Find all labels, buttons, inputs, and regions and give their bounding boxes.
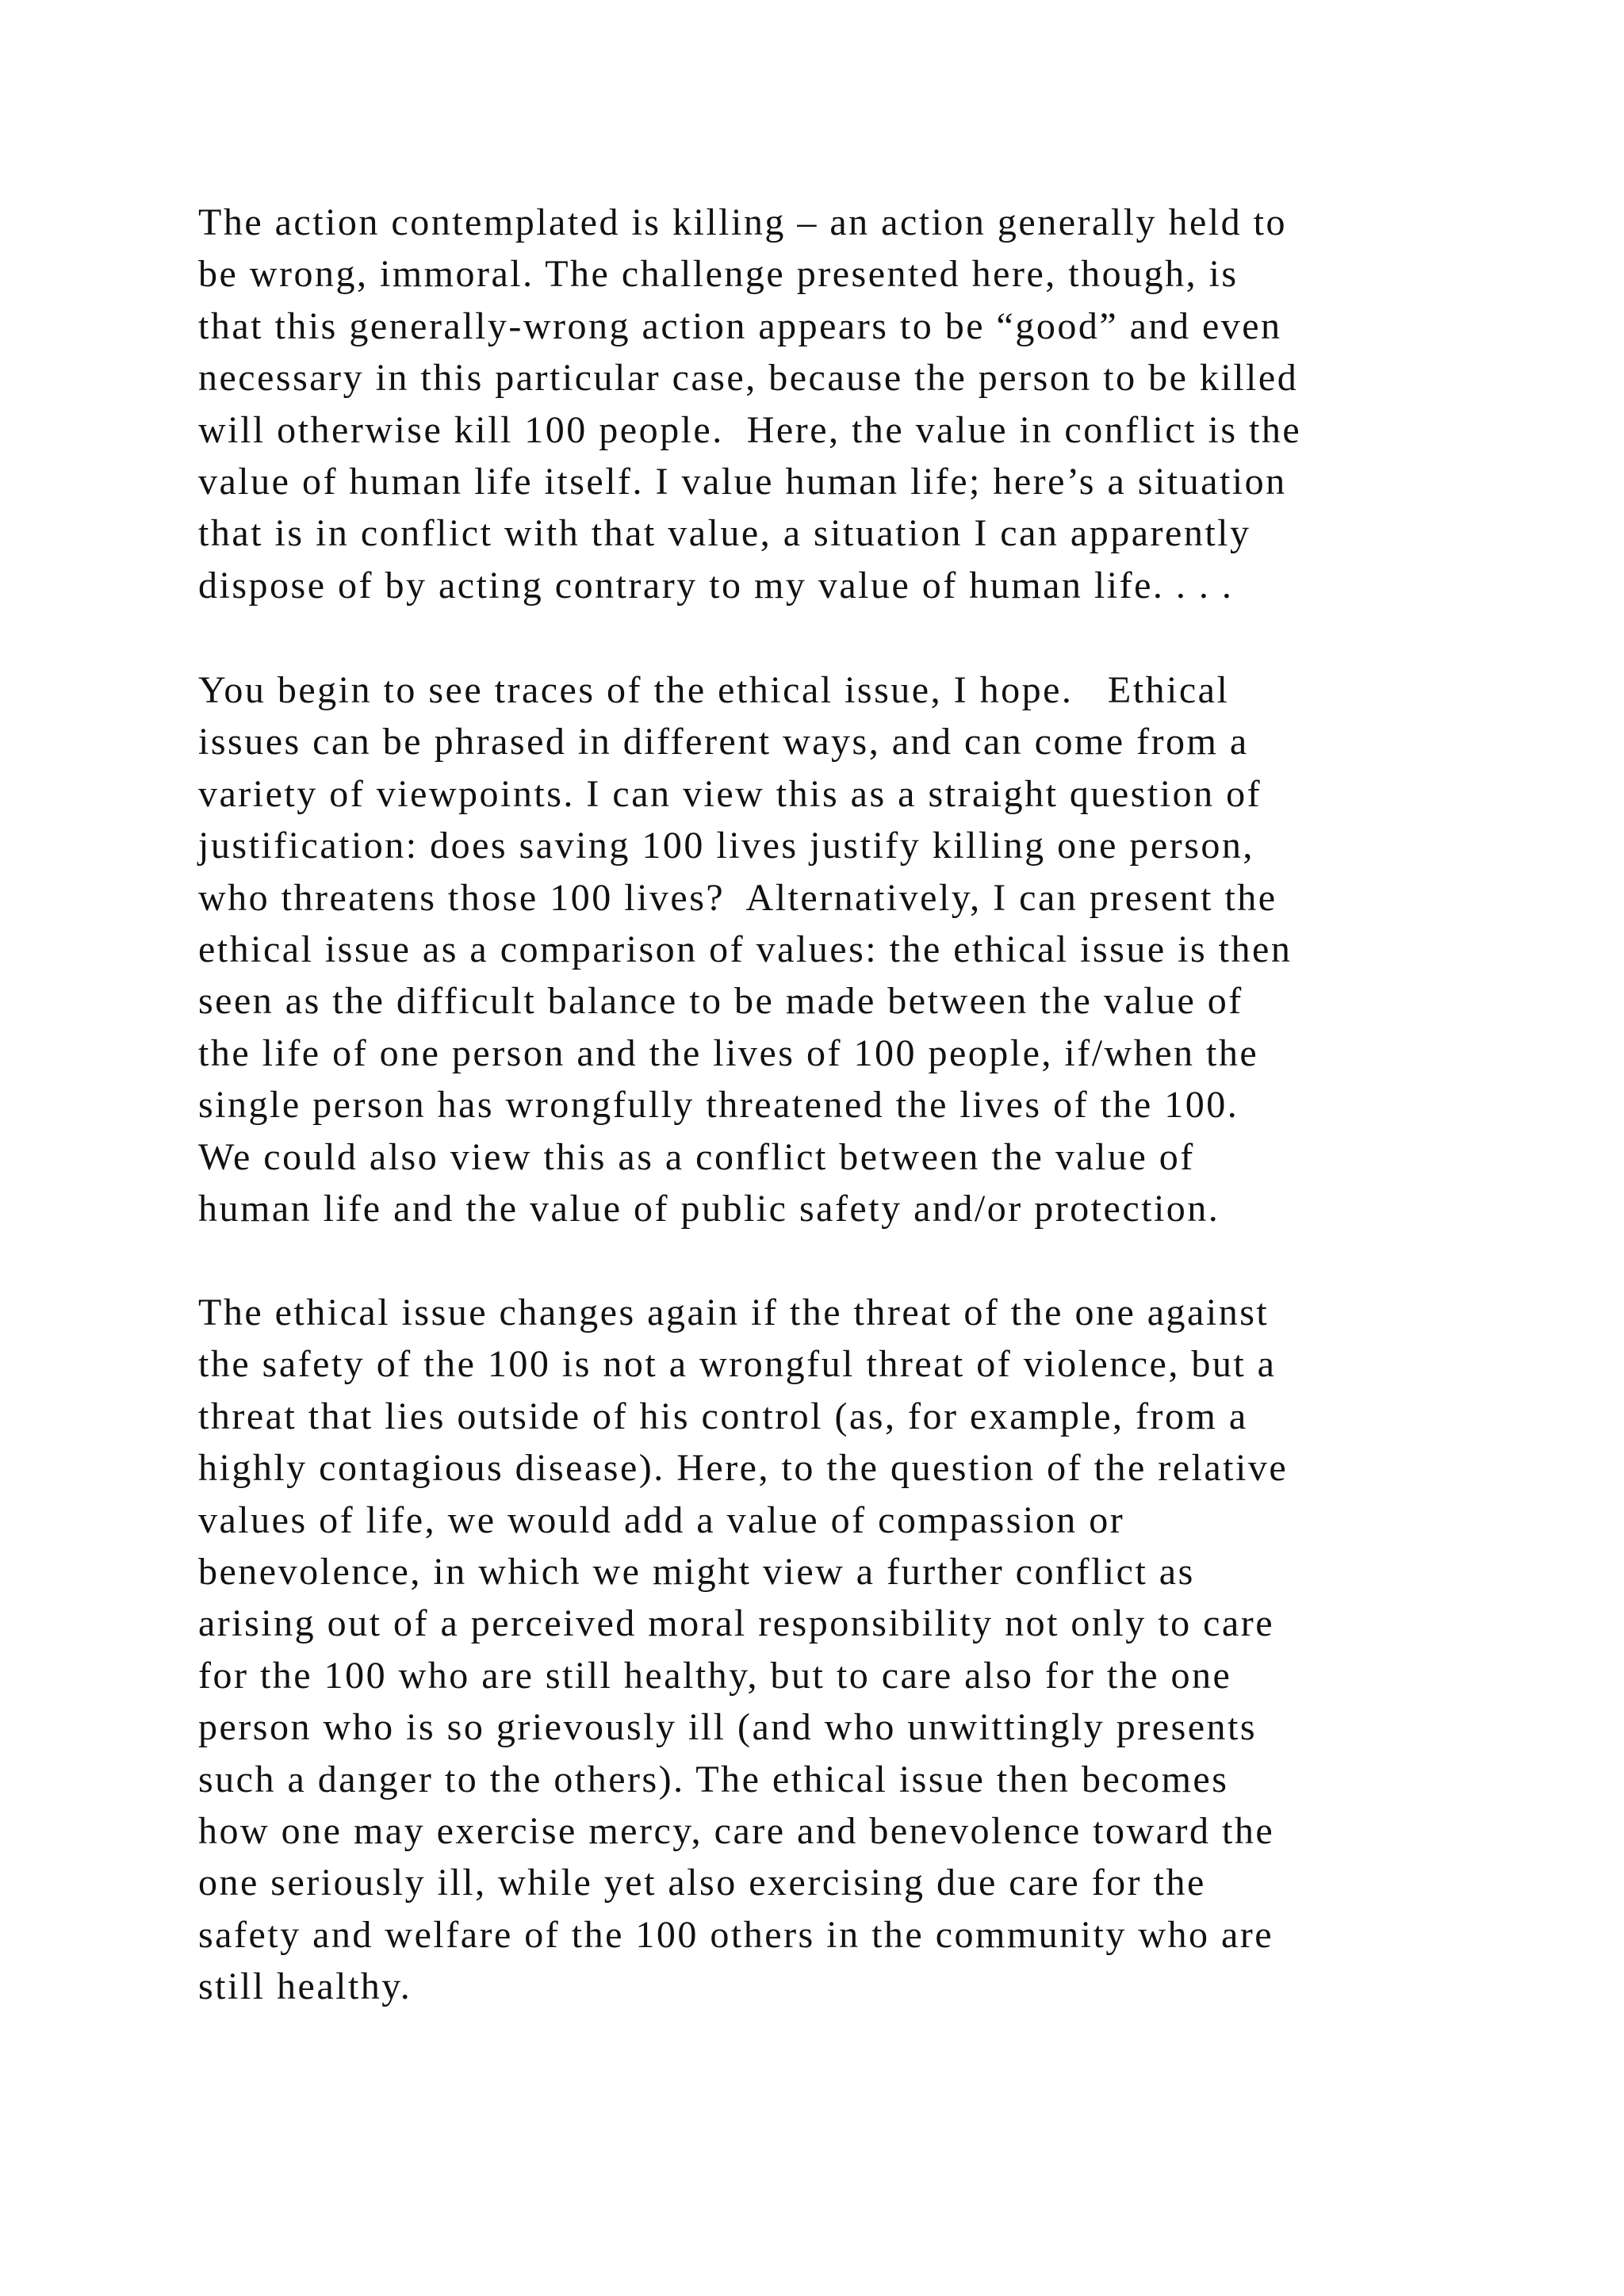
text-line: We could also view this as a conflict between the value of bbox=[198, 1135, 1195, 1178]
text-line: one seriously ill, while yet also exercising due care for the bbox=[198, 1862, 1206, 1904]
text-line: the safety of the 100 is not a wrongful threat of violence, but a bbox=[198, 1343, 1277, 1386]
text-line: benevolence, in which we might view a further conflict as bbox=[198, 1550, 1195, 1593]
text-line: still healthy. bbox=[198, 1965, 412, 2008]
text-line: variety of viewpoints. I can view this as a straight question of bbox=[198, 772, 1262, 815]
text-line: person who is so grievously ill (and who unwittingly presents bbox=[198, 1706, 1258, 1749]
text-line: the life of one person and the lives of 100 people, if/when the bbox=[198, 1031, 1259, 1074]
text-line: issues can be phrased in different ways, and can come from a bbox=[198, 721, 1249, 763]
text-line: necessary in this particular case, because the person to be killed bbox=[198, 357, 1299, 400]
text-line: justification: does saving 100 lives justify killing one person, bbox=[198, 825, 1254, 867]
text-line: arising out of a perceived moral responsibility not only to care bbox=[198, 1602, 1274, 1645]
text-line: safety and welfare of the 100 others in the community who are bbox=[198, 1913, 1274, 1956]
text-line: The action contemplated is killing – an action generally held to bbox=[198, 201, 1287, 243]
text-line: threat that lies outside of his control (as, for example, from a bbox=[198, 1395, 1248, 1437]
paragraph-3 bbox=[198, 1287, 1475, 2012]
text-line: The ethical issue changes again if the threat of the one against bbox=[198, 1292, 1270, 1334]
text-line: how one may exercise mercy, care and benevolence toward the bbox=[198, 1809, 1275, 1852]
text-line: will otherwise kill 100 people. Here, the value in conflict is the bbox=[198, 408, 1302, 451]
text-line: human life and the value of public safety and/or protection. bbox=[198, 1187, 1220, 1230]
text-line: such a danger to the others). The ethical issue then becomes bbox=[198, 1758, 1229, 1800]
text-line: single person has wrongfully threatened the lives of the 100. bbox=[198, 1084, 1239, 1127]
text-line: for the 100 who are still healthy, but to care also for the one bbox=[198, 1654, 1232, 1697]
text-line: be wrong, immoral. The challenge presented here, though, is bbox=[198, 253, 1239, 296]
paragraph-1 bbox=[198, 197, 1475, 611]
text-line: ethical issue as a comparison of values: the ethical issue is then bbox=[198, 928, 1293, 970]
text-line: You begin to see traces of the ethical issue, I hope. Ethical bbox=[198, 669, 1230, 711]
text-line: seen as the difficult balance to be made between the value of bbox=[198, 980, 1243, 1023]
text-line: value of human life itself. I value human life; here’s a situation bbox=[198, 460, 1287, 503]
paragraph-2 bbox=[198, 664, 1475, 1234]
text-line: that is in conflict with that value, a situation I can apparently bbox=[198, 512, 1251, 555]
text-line: values of life, we would add a value of compassion or bbox=[198, 1498, 1125, 1541]
text-line: dispose of by acting contrary to my value of human life. . . . bbox=[198, 564, 1234, 607]
text-line: that this generally-wrong action appears to be “good” and even bbox=[198, 304, 1282, 347]
text-line: who threatens those 100 lives? Alternatively, I can present the bbox=[198, 876, 1277, 919]
text-line: highly contagious disease). Here, to the question of the relative bbox=[198, 1447, 1289, 1490]
